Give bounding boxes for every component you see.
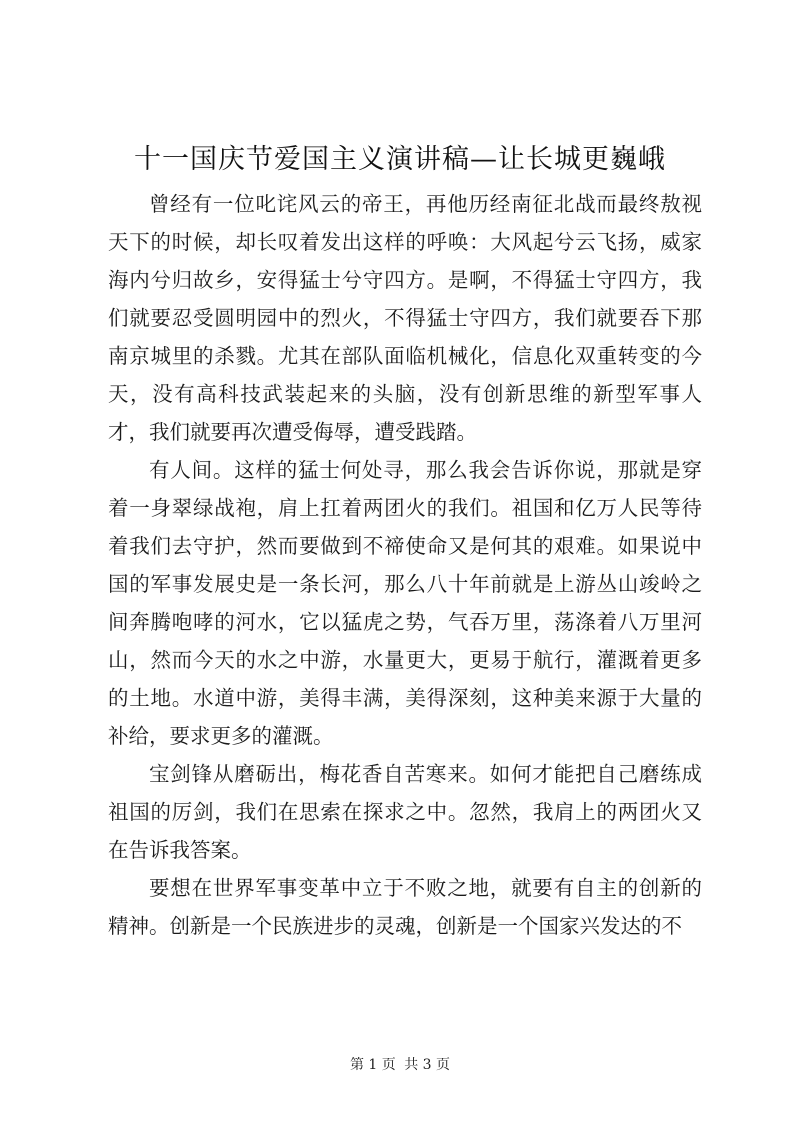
paragraph: 有人间。这样的猛士何处寻，那么我会告诉你说，那就是穿着一身翠绿战袍，肩上扛着两团火的我们。祖国和亿万人民等待着我们去守护，然而要做到不禘使命又是何其的艰难。如果说中国的军事发展史是一条长河，那么八十年前就是上游丛山竣岭之间奔腾咆哮的河水，它以猛虎之势，气吞万里，荡涤着八万里河山，然而今天的水之中游，水量更大，更易于航行，灌溉着更多的土地。水道中游，美得丰满，美得深刻，这种美来源于大量的补给，要求更多的灌溉。 xyxy=(108,458,702,748)
page-total: 共 3 页 xyxy=(404,1057,451,1073)
document-body xyxy=(108,185,702,945)
paragraph: 曾经有一位叱诧风云的帝王，再他历经南征北战而最终敖视天下的时候，却长叹着发出这样的呼唤：大风起兮云飞扬，威家海内兮归故乡，安得猛士兮守四方。是啊，不得猛士守四方，我们就要忍受圆明园中的烈火，不得猛士守四方，我们就要吞下那南京城里的杀戮。尤其在部队面临机械化，信息化双重转变的今天，没有高科技武装起来的头脑，没有创新思维的新型军事人才，我们就要再次遭受侮辱，遭受践踏。 xyxy=(108,192,702,444)
page-number: 第 1 页 xyxy=(349,1057,396,1073)
paragraph: 要想在世界军事变革中立于不败之地，就要有自主的创新的精神。创新是一个民族进步的灵魂，创新是一个国家兴发达的不 xyxy=(108,876,702,938)
document-title: 十一国庆节爱国主义演讲稿—让长城更巍峨 xyxy=(134,144,666,175)
paragraph: 宝剑锋从磨砺出，梅花香自苦寒来。如何才能把自己磨练成祖国的厉剑，我们在思索在探求之中。忽然，我肩上的两团火又在告诉我答案。 xyxy=(108,762,702,862)
page-footer xyxy=(0,1055,800,1075)
